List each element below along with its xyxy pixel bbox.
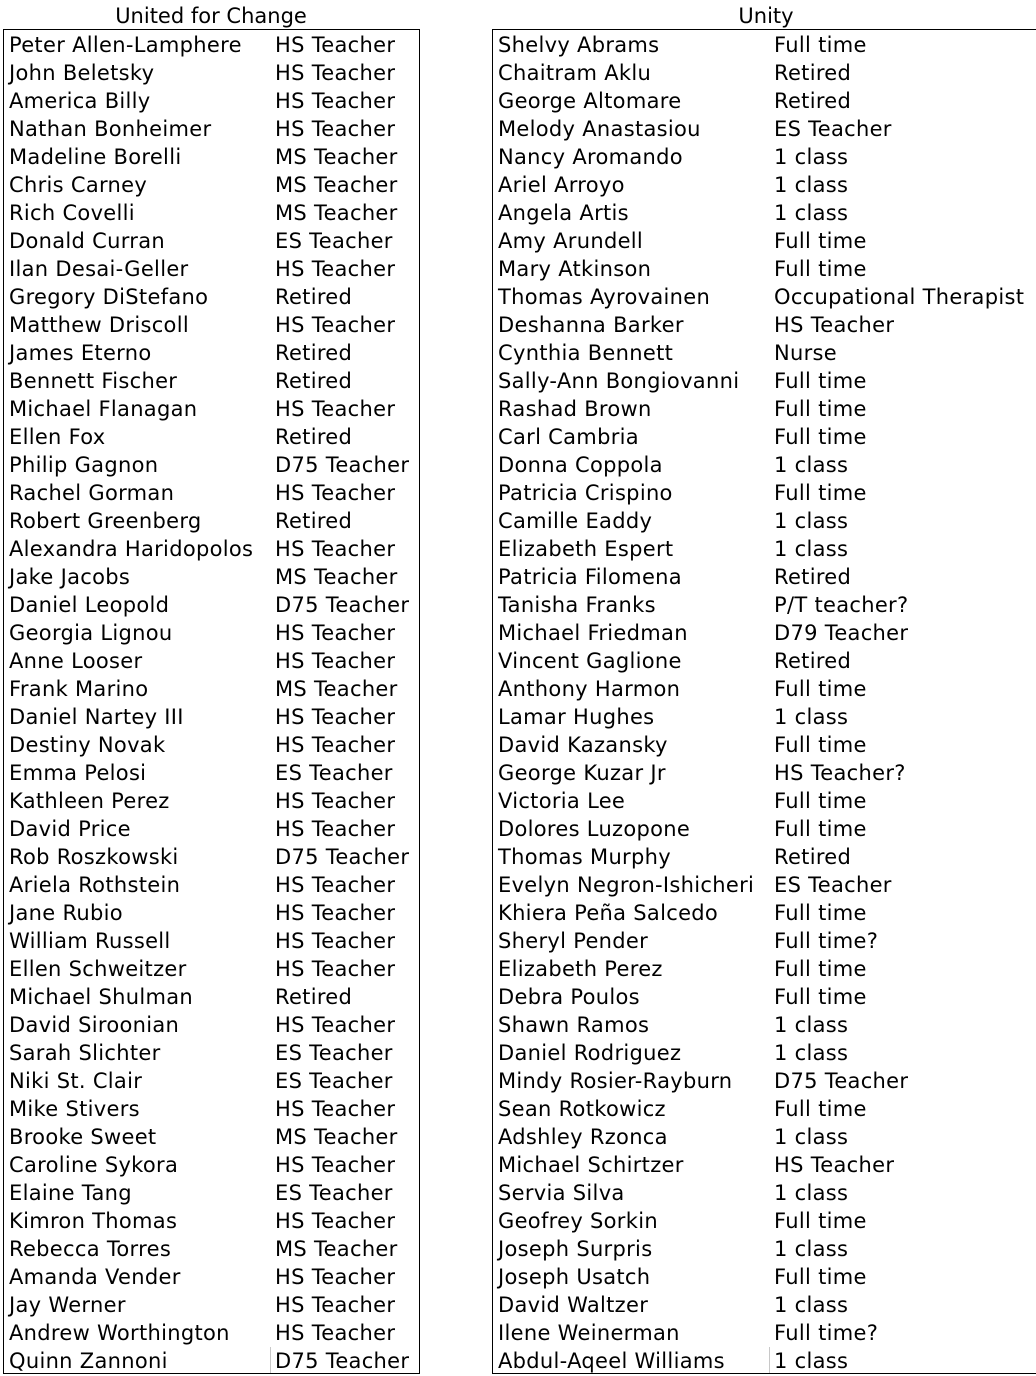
member-role: Full time (774, 957, 867, 981)
member-role: Full time (774, 257, 867, 281)
table-row (4, 1066, 419, 1094)
member-role: MS Teacher (275, 1125, 398, 1149)
member-role: HS Teacher (275, 649, 396, 673)
member-role: Full time (774, 369, 867, 393)
member-name: Nathan Bonheimer (9, 117, 212, 141)
table-row (4, 170, 419, 198)
table-row (493, 506, 1036, 534)
member-role: Retired (275, 341, 353, 365)
member-role: D75 Teacher (275, 453, 410, 477)
member-role: Retired (774, 565, 852, 589)
member-name: John Beletsky (9, 61, 155, 85)
member-name: Madeline Borelli (9, 145, 182, 169)
member-name: Jake Jacobs (9, 565, 131, 589)
member-name: Victoria Lee (498, 789, 626, 813)
member-role: Full time (774, 985, 867, 1009)
table-row (4, 702, 419, 730)
cell-divider (270, 1347, 271, 1373)
table-row (493, 1038, 1036, 1066)
member-role: Full time (774, 397, 867, 421)
member-role: Full time (774, 229, 867, 253)
table-row (4, 198, 419, 226)
member-name: Georgia Lignou (9, 621, 173, 645)
table-row (493, 366, 1036, 394)
member-name: Ilene Weinerman (498, 1321, 680, 1345)
member-name: Dolores Luzopone (498, 817, 691, 841)
member-role: 1 class (774, 1237, 849, 1261)
member-role: Full time (774, 33, 867, 57)
member-role: HS Teacher (275, 1013, 396, 1037)
table-row (493, 534, 1036, 562)
member-role: HS Teacher (275, 397, 396, 421)
member-role: Occupational Therapist (774, 285, 1025, 309)
table-row (493, 422, 1036, 450)
member-role: Full time (774, 677, 867, 701)
table-row (4, 590, 419, 618)
member-name: Evelyn Negron-Ishicheri (498, 873, 755, 897)
member-name: Nancy Aromando (498, 145, 683, 169)
member-name: David Siroonian (9, 1013, 180, 1037)
member-role: HS Teacher (275, 789, 396, 813)
member-name: Sarah Slichter (9, 1041, 161, 1065)
member-role: HS Teacher (275, 481, 396, 505)
member-name: Kimron Thomas (9, 1209, 178, 1233)
member-name: Lamar Hughes (498, 705, 655, 729)
table-row (4, 618, 419, 646)
member-name: Donna Coppola (498, 453, 663, 477)
united-for-change-rows (4, 30, 419, 1374)
member-role: HS Teacher (275, 817, 396, 841)
member-role: MS Teacher (275, 145, 398, 169)
table-row (4, 282, 419, 310)
member-name: Emma Pelosi (9, 761, 147, 785)
member-role: HS Teacher (275, 733, 396, 757)
member-role: HS Teacher (275, 89, 396, 113)
member-role: Retired (275, 425, 353, 449)
table-row (493, 786, 1036, 814)
table-row (493, 1318, 1036, 1346)
table-row (4, 1290, 419, 1318)
member-role: HS Teacher (275, 117, 396, 141)
table-row (4, 1178, 419, 1206)
table-row (493, 114, 1036, 142)
table-row (4, 982, 419, 1010)
member-name: William Russell (9, 929, 171, 953)
table-row (4, 310, 419, 338)
table-row (4, 814, 419, 842)
table-row (493, 58, 1036, 86)
member-name: Elizabeth Perez (498, 957, 663, 981)
table-row (493, 730, 1036, 758)
member-name: Mindy Rosier-Rayburn (498, 1069, 733, 1093)
member-name: Rashad Brown (498, 397, 652, 421)
table-row (4, 1346, 419, 1374)
member-role: 1 class (774, 1125, 849, 1149)
member-role: 1 class (774, 1293, 849, 1317)
member-role: Full time (774, 425, 867, 449)
member-role: ES Teacher (275, 761, 393, 785)
table-row (493, 982, 1036, 1010)
table-row (493, 646, 1036, 674)
member-name: David Price (9, 817, 131, 841)
table-row (493, 1010, 1036, 1038)
member-role: HS Teacher (275, 1293, 396, 1317)
member-role: 1 class (774, 1349, 849, 1373)
member-name: Joseph Usatch (498, 1265, 651, 1289)
member-name: Andrew Worthington (9, 1321, 230, 1345)
table-row (4, 534, 419, 562)
member-role: D75 Teacher (275, 845, 410, 869)
member-name: David Waltzer (498, 1293, 649, 1317)
member-role: Full time (774, 1097, 867, 1121)
member-name: Khiera Peña Salcedo (498, 901, 719, 925)
member-role: HS Teacher (275, 1321, 396, 1345)
member-name: Tanisha Franks (498, 593, 656, 617)
table-row (4, 926, 419, 954)
member-role: Retired (275, 369, 353, 393)
member-role: ES Teacher (275, 1069, 393, 1093)
member-role: Full time (774, 901, 867, 925)
member-role: Full time? (774, 929, 879, 953)
table-row (493, 1094, 1036, 1122)
table-row (493, 142, 1036, 170)
table-row (4, 842, 419, 870)
table-row (493, 674, 1036, 702)
table-row (4, 758, 419, 786)
member-name: Philip Gagnon (9, 453, 159, 477)
member-name: Angela Artis (498, 201, 629, 225)
table-row (493, 1262, 1036, 1290)
member-role: D75 Teacher (275, 1349, 410, 1373)
table-row (493, 590, 1036, 618)
table-row (493, 198, 1036, 226)
table-row (493, 870, 1036, 898)
table-row (4, 1234, 419, 1262)
table-row (4, 646, 419, 674)
member-role: HS Teacher (275, 313, 396, 337)
member-role: Retired (275, 985, 353, 1009)
member-name: Debra Poulos (498, 985, 640, 1009)
member-role: HS Teacher (275, 1209, 396, 1233)
member-role: 1 class (774, 509, 849, 533)
member-role: HS Teacher (275, 61, 396, 85)
member-name: Thomas Ayrovainen (498, 285, 711, 309)
table-row (493, 1346, 1036, 1374)
member-name: Patricia Crispino (498, 481, 673, 505)
member-role: Full time? (774, 1321, 879, 1345)
member-name: Donald Curran (9, 229, 165, 253)
member-name: Shawn Ramos (498, 1013, 650, 1037)
member-role: Retired (774, 845, 852, 869)
member-role: Full time (774, 817, 867, 841)
member-name: Cynthia Bennett (498, 341, 674, 365)
member-role: 1 class (774, 537, 849, 561)
member-name: Destiny Novak (9, 733, 166, 757)
table-row (493, 898, 1036, 926)
table-row (4, 1262, 419, 1290)
member-role: 1 class (774, 1181, 849, 1205)
member-role: Full time (774, 481, 867, 505)
member-name: Melody Anastasiou (498, 117, 701, 141)
member-name: Daniel Rodriguez (498, 1041, 682, 1065)
table-row (4, 954, 419, 982)
united-for-change-list (3, 29, 420, 1374)
member-name: Frank Marino (9, 677, 149, 701)
member-name: Geofrey Sorkin (498, 1209, 658, 1233)
member-role: MS Teacher (275, 201, 398, 225)
member-role: MS Teacher (275, 1237, 398, 1261)
table-row (493, 758, 1036, 786)
member-name: George Kuzar Jr (498, 761, 666, 785)
member-name: Rebecca Torres (9, 1237, 172, 1261)
table-row (493, 1150, 1036, 1178)
member-name: Alexandra Haridopolos (9, 537, 254, 561)
united-for-change-title: United for Change (115, 4, 307, 28)
table-row (4, 1094, 419, 1122)
table-row (4, 898, 419, 926)
unity-list (492, 29, 1036, 1374)
member-name: Servia Silva (498, 1181, 625, 1205)
member-name: Jay Werner (9, 1293, 126, 1317)
member-role: Full time (774, 789, 867, 813)
member-role: 1 class (774, 705, 849, 729)
table-row (493, 1122, 1036, 1150)
table-row (4, 254, 419, 282)
member-name: Anne Looser (9, 649, 143, 673)
member-role: 1 class (774, 1013, 849, 1037)
member-name: Kathleen Perez (9, 789, 170, 813)
member-name: Matthew Driscoll (9, 313, 189, 337)
member-name: Ariela Rothstein (9, 873, 181, 897)
table-row (4, 86, 419, 114)
table-row (493, 1290, 1036, 1318)
member-name: Camille Eaddy (498, 509, 653, 533)
table-row (493, 562, 1036, 590)
table-row (4, 1010, 419, 1038)
table-row (4, 674, 419, 702)
member-name: Ellen Fox (9, 425, 106, 449)
member-role: ES Teacher (275, 1181, 393, 1205)
table-row (493, 1066, 1036, 1094)
member-role: Nurse (774, 341, 838, 365)
member-name: Rachel Gorman (9, 481, 175, 505)
member-role: Retired (275, 509, 353, 533)
member-role: 1 class (774, 1041, 849, 1065)
member-role: Retired (275, 285, 353, 309)
member-role: HS Teacher (275, 1153, 396, 1177)
member-role: D79 Teacher (774, 621, 909, 645)
member-role: MS Teacher (275, 677, 398, 701)
member-name: Ariel Arroyo (498, 173, 625, 197)
member-role: HS Teacher? (774, 761, 906, 785)
table-row (493, 282, 1036, 310)
member-name: Thomas Murphy (498, 845, 671, 869)
member-name: Gregory DiStefano (9, 285, 209, 309)
member-name: Amy Arundell (498, 229, 644, 253)
member-role: D75 Teacher (275, 593, 410, 617)
member-role: MS Teacher (275, 173, 398, 197)
member-role: ES Teacher (275, 229, 393, 253)
member-role: 1 class (774, 453, 849, 477)
member-role: D75 Teacher (774, 1069, 909, 1093)
table-row (4, 1150, 419, 1178)
member-role: MS Teacher (275, 565, 398, 589)
member-name: George Altomare (498, 89, 682, 113)
table-row (493, 814, 1036, 842)
member-name: Bennett Fischer (9, 369, 178, 393)
table-row (4, 142, 419, 170)
member-name: America Billy (9, 89, 151, 113)
member-name: Abdul-Aqeel Williams (498, 1349, 725, 1373)
table-row (493, 394, 1036, 422)
member-name: Sean Rotkowicz (498, 1097, 666, 1121)
member-role: P/T teacher? (774, 593, 909, 617)
member-name: Sheryl Pender (498, 929, 649, 953)
table-row (493, 1206, 1036, 1234)
member-name: Brooke Sweet (9, 1125, 157, 1149)
member-name: Robert Greenberg (9, 509, 202, 533)
table-row (493, 254, 1036, 282)
cell-divider (769, 1347, 770, 1373)
member-role: HS Teacher (275, 1097, 396, 1121)
member-role: 1 class (774, 173, 849, 197)
member-role: HS Teacher (275, 901, 396, 925)
table-row (4, 1318, 419, 1346)
table-row (4, 870, 419, 898)
member-name: Michael Schirtzer (498, 1153, 684, 1177)
member-name: Ellen Schweitzer (9, 957, 187, 981)
member-name: Daniel Leopold (9, 593, 170, 617)
table-row (4, 422, 419, 450)
member-role: Retired (774, 649, 852, 673)
member-name: Rich Covelli (9, 201, 135, 225)
table-row (4, 1122, 419, 1150)
table-row (493, 1178, 1036, 1206)
member-name: Michael Shulman (9, 985, 194, 1009)
table-row (4, 58, 419, 86)
table-row (4, 1206, 419, 1234)
member-role: Full time (774, 733, 867, 757)
member-role: Full time (774, 1265, 867, 1289)
member-name: Carl Cambria (498, 425, 639, 449)
member-name: Elizabeth Espert (498, 537, 674, 561)
member-name: Mary Atkinson (498, 257, 652, 281)
member-role: HS Teacher (275, 957, 396, 981)
table-row (493, 30, 1036, 58)
member-name: Amanda Vender (9, 1265, 181, 1289)
table-row (493, 310, 1036, 338)
table-row (493, 86, 1036, 114)
member-role: ES Teacher (774, 873, 892, 897)
unity-title: Unity (738, 4, 794, 28)
table-row (4, 786, 419, 814)
member-name: Chaitram Aklu (498, 61, 652, 85)
table-row (493, 226, 1036, 254)
member-name: Peter Allen-Lamphere (9, 33, 242, 57)
table-row (493, 450, 1036, 478)
table-row (4, 366, 419, 394)
member-role: HS Teacher (275, 873, 396, 897)
member-name: Elaine Tang (9, 1181, 132, 1205)
member-role: Full time (774, 1209, 867, 1233)
member-name: Quinn Zannoni (9, 1349, 168, 1373)
member-name: Deshanna Barker (498, 313, 684, 337)
table-row (493, 618, 1036, 646)
member-role: HS Teacher (275, 1265, 396, 1289)
unity-rows (493, 30, 1036, 1374)
member-role: 1 class (774, 145, 849, 169)
table-row (4, 506, 419, 534)
member-name: Joseph Surpris (498, 1237, 653, 1261)
member-name: Shelvy Abrams (498, 33, 660, 57)
member-role: ES Teacher (774, 117, 892, 141)
member-name: Adshley Rzonca (498, 1125, 668, 1149)
member-name: Anthony Harmon (498, 677, 681, 701)
member-name: Michael Friedman (498, 621, 688, 645)
table-row (4, 114, 419, 142)
member-name: Mike Stivers (9, 1097, 140, 1121)
member-name: Vincent Gaglione (498, 649, 682, 673)
member-name: Michael Flanagan (9, 397, 198, 421)
table-row (4, 226, 419, 254)
member-name: David Kazansky (498, 733, 668, 757)
table-row (493, 954, 1036, 982)
member-role: HS Teacher (275, 33, 396, 57)
member-name: Jane Rubio (9, 901, 123, 925)
table-row (493, 702, 1036, 730)
member-name: Patricia Filomena (498, 565, 682, 589)
table-row (4, 730, 419, 758)
member-name: Chris Carney (9, 173, 148, 197)
member-role: HS Teacher (774, 313, 895, 337)
member-name: James Eterno (9, 341, 152, 365)
member-role: HS Teacher (275, 621, 396, 645)
table-row (493, 842, 1036, 870)
table-row (493, 478, 1036, 506)
table-row (4, 30, 419, 58)
table-row (4, 562, 419, 590)
table-row (4, 478, 419, 506)
member-name: Daniel Nartey III (9, 705, 184, 729)
table-row (493, 1234, 1036, 1262)
member-name: Caroline Sykora (9, 1153, 179, 1177)
member-name: Sally-Ann Bongiovanni (498, 369, 740, 393)
member-role: HS Teacher (275, 257, 396, 281)
table-row (493, 926, 1036, 954)
member-name: Rob Roszkowski (9, 845, 179, 869)
member-name: Ilan Desai-Geller (9, 257, 189, 281)
member-role: Retired (774, 89, 852, 113)
member-role: 1 class (774, 201, 849, 225)
member-role: ES Teacher (275, 1041, 393, 1065)
member-role: HS Teacher (275, 705, 396, 729)
table-row (4, 338, 419, 366)
member-role: HS Teacher (275, 929, 396, 953)
table-row (4, 1038, 419, 1066)
member-name: Niki St. Clair (9, 1069, 143, 1093)
member-role: Retired (774, 61, 852, 85)
table-row (493, 170, 1036, 198)
table-row (493, 338, 1036, 366)
table-row (4, 450, 419, 478)
member-role: HS Teacher (275, 537, 396, 561)
table-row (4, 394, 419, 422)
member-role: HS Teacher (774, 1153, 895, 1177)
